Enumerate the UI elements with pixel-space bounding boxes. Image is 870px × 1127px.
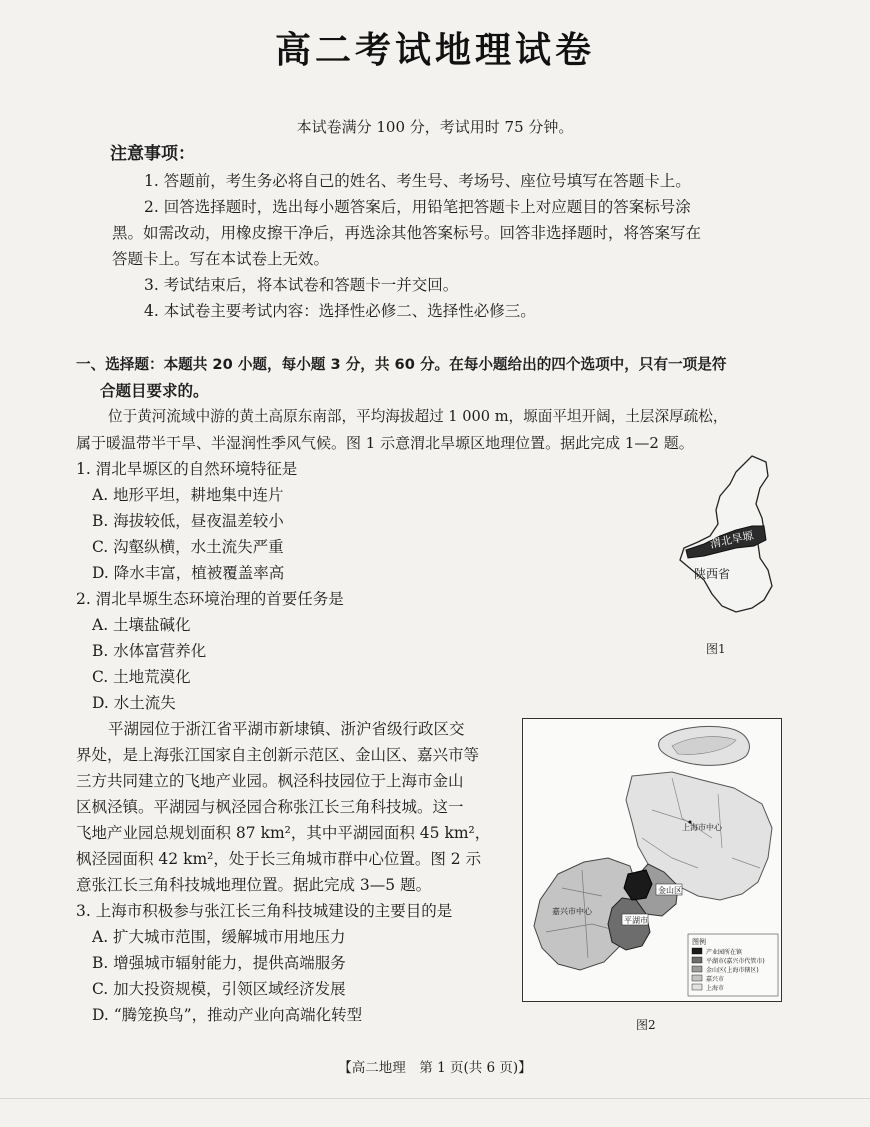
label-jiaxing-center: 嘉兴市中心	[552, 907, 592, 916]
notice-line-5: 3. 考试结束后，将本试卷和答题卡一并交回。	[144, 276, 459, 294]
legend-item-park: 产业园所在镇	[706, 949, 743, 956]
q2-option-a: A. 土壤盐碱化	[92, 616, 191, 634]
passage2-line-4: 区枫泾镇。平湖园与枫泾园合称张江长三角科技城。这一	[76, 798, 464, 816]
notice-line-2: 2. 回答选择题时，选出每小题答案后，用铅笔把答题卡上对应题目的答案标号涂	[144, 198, 691, 216]
page-divider	[0, 1098, 870, 1099]
notice-line-6: 4. 本试卷主要考试内容：选择性必修二、选择性必修三。	[144, 302, 536, 320]
label-shanghai-center: 上海市中心	[682, 823, 722, 832]
notice-line-1: 1. 答题前，考生务必将自己的姓名、考生号、考场号、座位号填写在答题卡上。	[144, 172, 691, 190]
label-jinshan: 金山区	[658, 886, 682, 895]
figure2-map	[522, 718, 782, 1002]
notice-heading: 注意事项：	[110, 144, 195, 164]
passage2-line-5: 飞地产业园总规划面积 87 km²，其中平湖园面积 45 km²，	[76, 824, 491, 842]
q1-option-c: C. 沟壑纵横，水土流失严重	[92, 538, 284, 556]
legend-swatch-park	[692, 948, 702, 954]
q3-option-b: B. 增强城市辐射能力，提供高端服务	[92, 954, 346, 972]
passage2-line-1: 平湖园位于浙江省平湖市新埭镇、浙沪省级行政区交	[108, 720, 465, 738]
label-pinghu: 平湖市	[624, 916, 648, 925]
legend-item-shanghai: 上海市	[706, 985, 725, 992]
section1-heading-line1: 一、选择题：本题共 20 小题，每小题 3 分，共 60 分。在每小题给出的四个选项中，只有一项是符	[76, 356, 727, 373]
passage2-line-3: 三方共同建立的飞地产业园。枫泾科技园位于上海市金山	[76, 772, 464, 790]
q1-stem: 1. 渭北旱塬区的自然环境特征是	[76, 460, 298, 478]
legend-swatch-shanghai	[692, 984, 702, 990]
figure1-caption: 图1	[706, 642, 726, 656]
exam-subtitle: 本试卷满分 100 分，考试用时 75 分钟。	[296, 118, 574, 136]
legend-swatch-pinghu	[692, 957, 702, 963]
passage1-line-1: 位于黄河流域中游的黄土高原东南部，平均海拔超过 1 000 m，塬面平坦开阔，土层深厚疏松，	[108, 408, 728, 425]
legend-item-pinghu: 平湖市(嘉兴市代管市)	[706, 958, 765, 965]
legend-swatch-jiaxing	[692, 975, 702, 981]
q2-stem: 2. 渭北旱塬生态环境治理的首要任务是	[76, 590, 344, 608]
q1-option-b: B. 海拔较低，昼夜温差较小	[92, 512, 284, 530]
figure1-region-label: 渭北旱塬	[708, 528, 755, 551]
figure2-legend	[688, 934, 778, 996]
q3-option-a: A. 扩大城市范围，缓解城市用地压力	[92, 928, 346, 946]
legend-swatch-jinshan	[692, 966, 702, 972]
passage2-line-6: 枫泾园面积 42 km²，处于长三角城市群中心位置。图 2 示	[76, 850, 482, 868]
notice-line-3: 黑。如需改动，用橡皮擦干净后，再选涂其他答案标号。回答非选择题时，将答案写在	[112, 224, 702, 242]
legend-item-jinshan: 金山区(上海市辖区)	[706, 967, 759, 974]
legend-title: 图例	[692, 938, 706, 946]
q3-option-c: C. 加大投资规模，引领区域经济发展	[92, 980, 346, 998]
q2-option-b: B. 水体富营养化	[92, 642, 207, 660]
legend-item-jiaxing: 嘉兴市	[706, 976, 725, 983]
q2-option-c: C. 土地荒漠化	[92, 668, 191, 686]
figure1-map	[664, 452, 784, 622]
passage2-line-7: 意张江长三角科技城地理位置。据此完成 3—5 题。	[76, 876, 432, 894]
passage1-line-2: 属于暖温带半干旱、半湿润性季风气候。图 1 示意渭北旱塬区地理位置。据此完成 1—2 题。	[76, 434, 694, 452]
section1-heading-line2: 合题目要求的。	[100, 382, 209, 400]
figure2-caption: 图2	[636, 1018, 656, 1032]
page-title: 高二考试地理试卷	[274, 30, 595, 71]
passage2-line-2: 界处，是上海张江国家自主创新示范区、金山区、嘉兴市等	[76, 746, 480, 764]
q1-option-d: D. 降水丰富，植被覆盖率高	[92, 564, 285, 582]
q1-option-a: A. 地形平坦，耕地集中连片	[92, 486, 284, 504]
page-footer: 【高二地理 第 1 页(共 6 页)】	[338, 1060, 532, 1076]
q3-stem: 3. 上海市积极参与张江长三角科技城建设的主要目的是	[76, 902, 453, 920]
q3-option-d: D. “腾笼换鸟”，推动产业向高端化转型	[92, 1006, 363, 1024]
figure1-province-label: 陕西省	[694, 567, 731, 581]
q2-option-d: D. 水土流失	[92, 694, 176, 712]
notice-line-4: 答题卡上。写在本试卷上无效。	[112, 250, 330, 268]
section1-heading	[76, 352, 726, 404]
